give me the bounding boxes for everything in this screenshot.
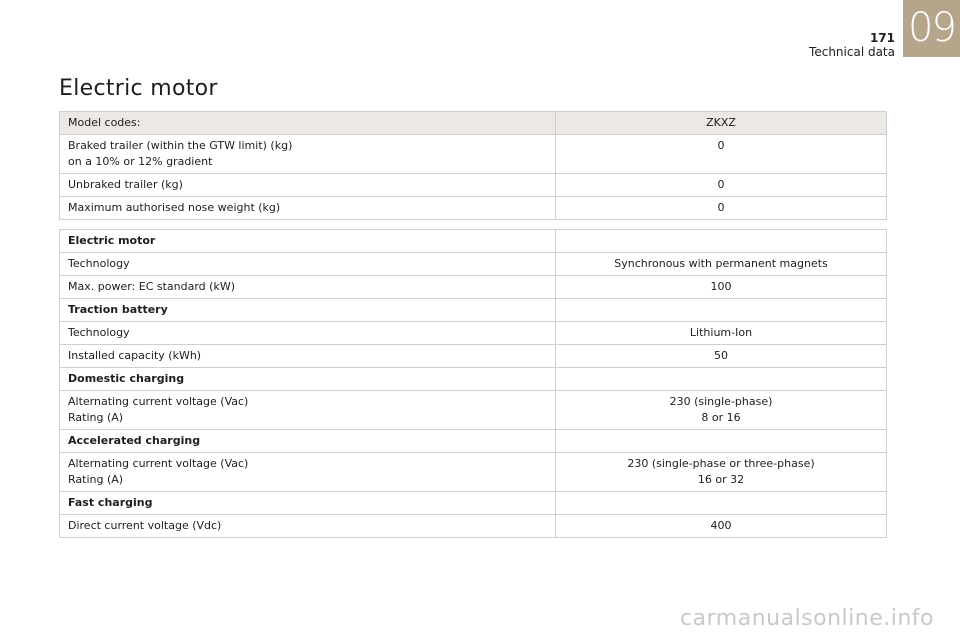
row-value: Synchronous with permanent magnets — [556, 253, 887, 276]
row-label: Maximum authorised nose weight (kg) — [60, 197, 556, 220]
row-value: 0 — [556, 135, 887, 174]
row-value: 0 — [556, 174, 887, 197]
page-title: Electric motor — [59, 76, 218, 101]
row-label-line: Alternating current voltage (Vac) — [68, 457, 249, 470]
row-label: Unbraked trailer (kg) — [60, 174, 556, 197]
row-label — [60, 453, 556, 492]
row-value-line: 230 (single-phase or three-phase) — [627, 457, 815, 470]
row-label — [60, 135, 556, 174]
chapter-tab: 09 — [903, 0, 960, 57]
row-label: Model codes: — [60, 112, 556, 135]
row-label-line: Rating (A) — [68, 473, 124, 486]
row-label: Technology — [60, 322, 556, 345]
row-value: 50 — [556, 345, 887, 368]
section-heading: Traction battery — [60, 299, 556, 322]
row-value: ZKXZ — [556, 112, 887, 135]
table-row — [60, 391, 887, 430]
page-header — [0, 0, 960, 60]
section-heading-row — [60, 368, 887, 391]
row-label — [60, 391, 556, 430]
table-row — [60, 253, 887, 276]
row-value-empty — [556, 430, 887, 453]
row-value-empty — [556, 230, 887, 253]
row-value-empty — [556, 492, 887, 515]
section-name: Technical data — [809, 45, 895, 59]
row-label: Technology — [60, 253, 556, 276]
row-value-empty — [556, 368, 887, 391]
section-heading: Domestic charging — [60, 368, 556, 391]
row-value-line: 230 (single-phase) — [669, 395, 773, 408]
row-label: Installed capacity (kWh) — [60, 345, 556, 368]
motor-specs-table — [59, 229, 887, 538]
row-label: Direct current voltage (Vdc) — [60, 515, 556, 538]
table-row — [60, 322, 887, 345]
row-value-line: 8 or 16 — [701, 411, 741, 424]
page-number: 171 — [869, 31, 895, 45]
section-heading-row — [60, 230, 887, 253]
row-label-line: Rating (A) — [68, 411, 124, 424]
section-heading-row — [60, 299, 887, 322]
row-value-empty — [556, 299, 887, 322]
row-value: 100 — [556, 276, 887, 299]
section-heading: Accelerated charging — [60, 430, 556, 453]
row-value — [556, 453, 887, 492]
row-value-line: 16 or 32 — [697, 473, 745, 486]
row-value: 400 — [556, 515, 887, 538]
section-heading: Electric motor — [60, 230, 556, 253]
table-row — [60, 276, 887, 299]
row-label-line: on a 10% or 12% gradient — [68, 155, 213, 168]
row-value: 0 — [556, 197, 887, 220]
watermark-text: carmanualsonline.info — [680, 606, 934, 631]
table-row — [60, 197, 887, 220]
section-heading-row — [60, 492, 887, 515]
row-label: Max. power: EC standard (kW) — [60, 276, 556, 299]
section-heading: Fast charging — [60, 492, 556, 515]
table-row — [60, 174, 887, 197]
row-value — [556, 391, 887, 430]
table-row — [60, 345, 887, 368]
section-heading-row — [60, 430, 887, 453]
row-value: Lithium-Ion — [556, 322, 887, 345]
table-row — [60, 453, 887, 492]
table-row — [60, 112, 887, 135]
towing-table — [59, 111, 887, 220]
row-label-line: Alternating current voltage (Vac) — [68, 395, 249, 408]
table-row — [60, 135, 887, 174]
row-label-line: Braked trailer (within the GTW limit) (kg) — [68, 139, 293, 152]
table-row — [60, 515, 887, 538]
